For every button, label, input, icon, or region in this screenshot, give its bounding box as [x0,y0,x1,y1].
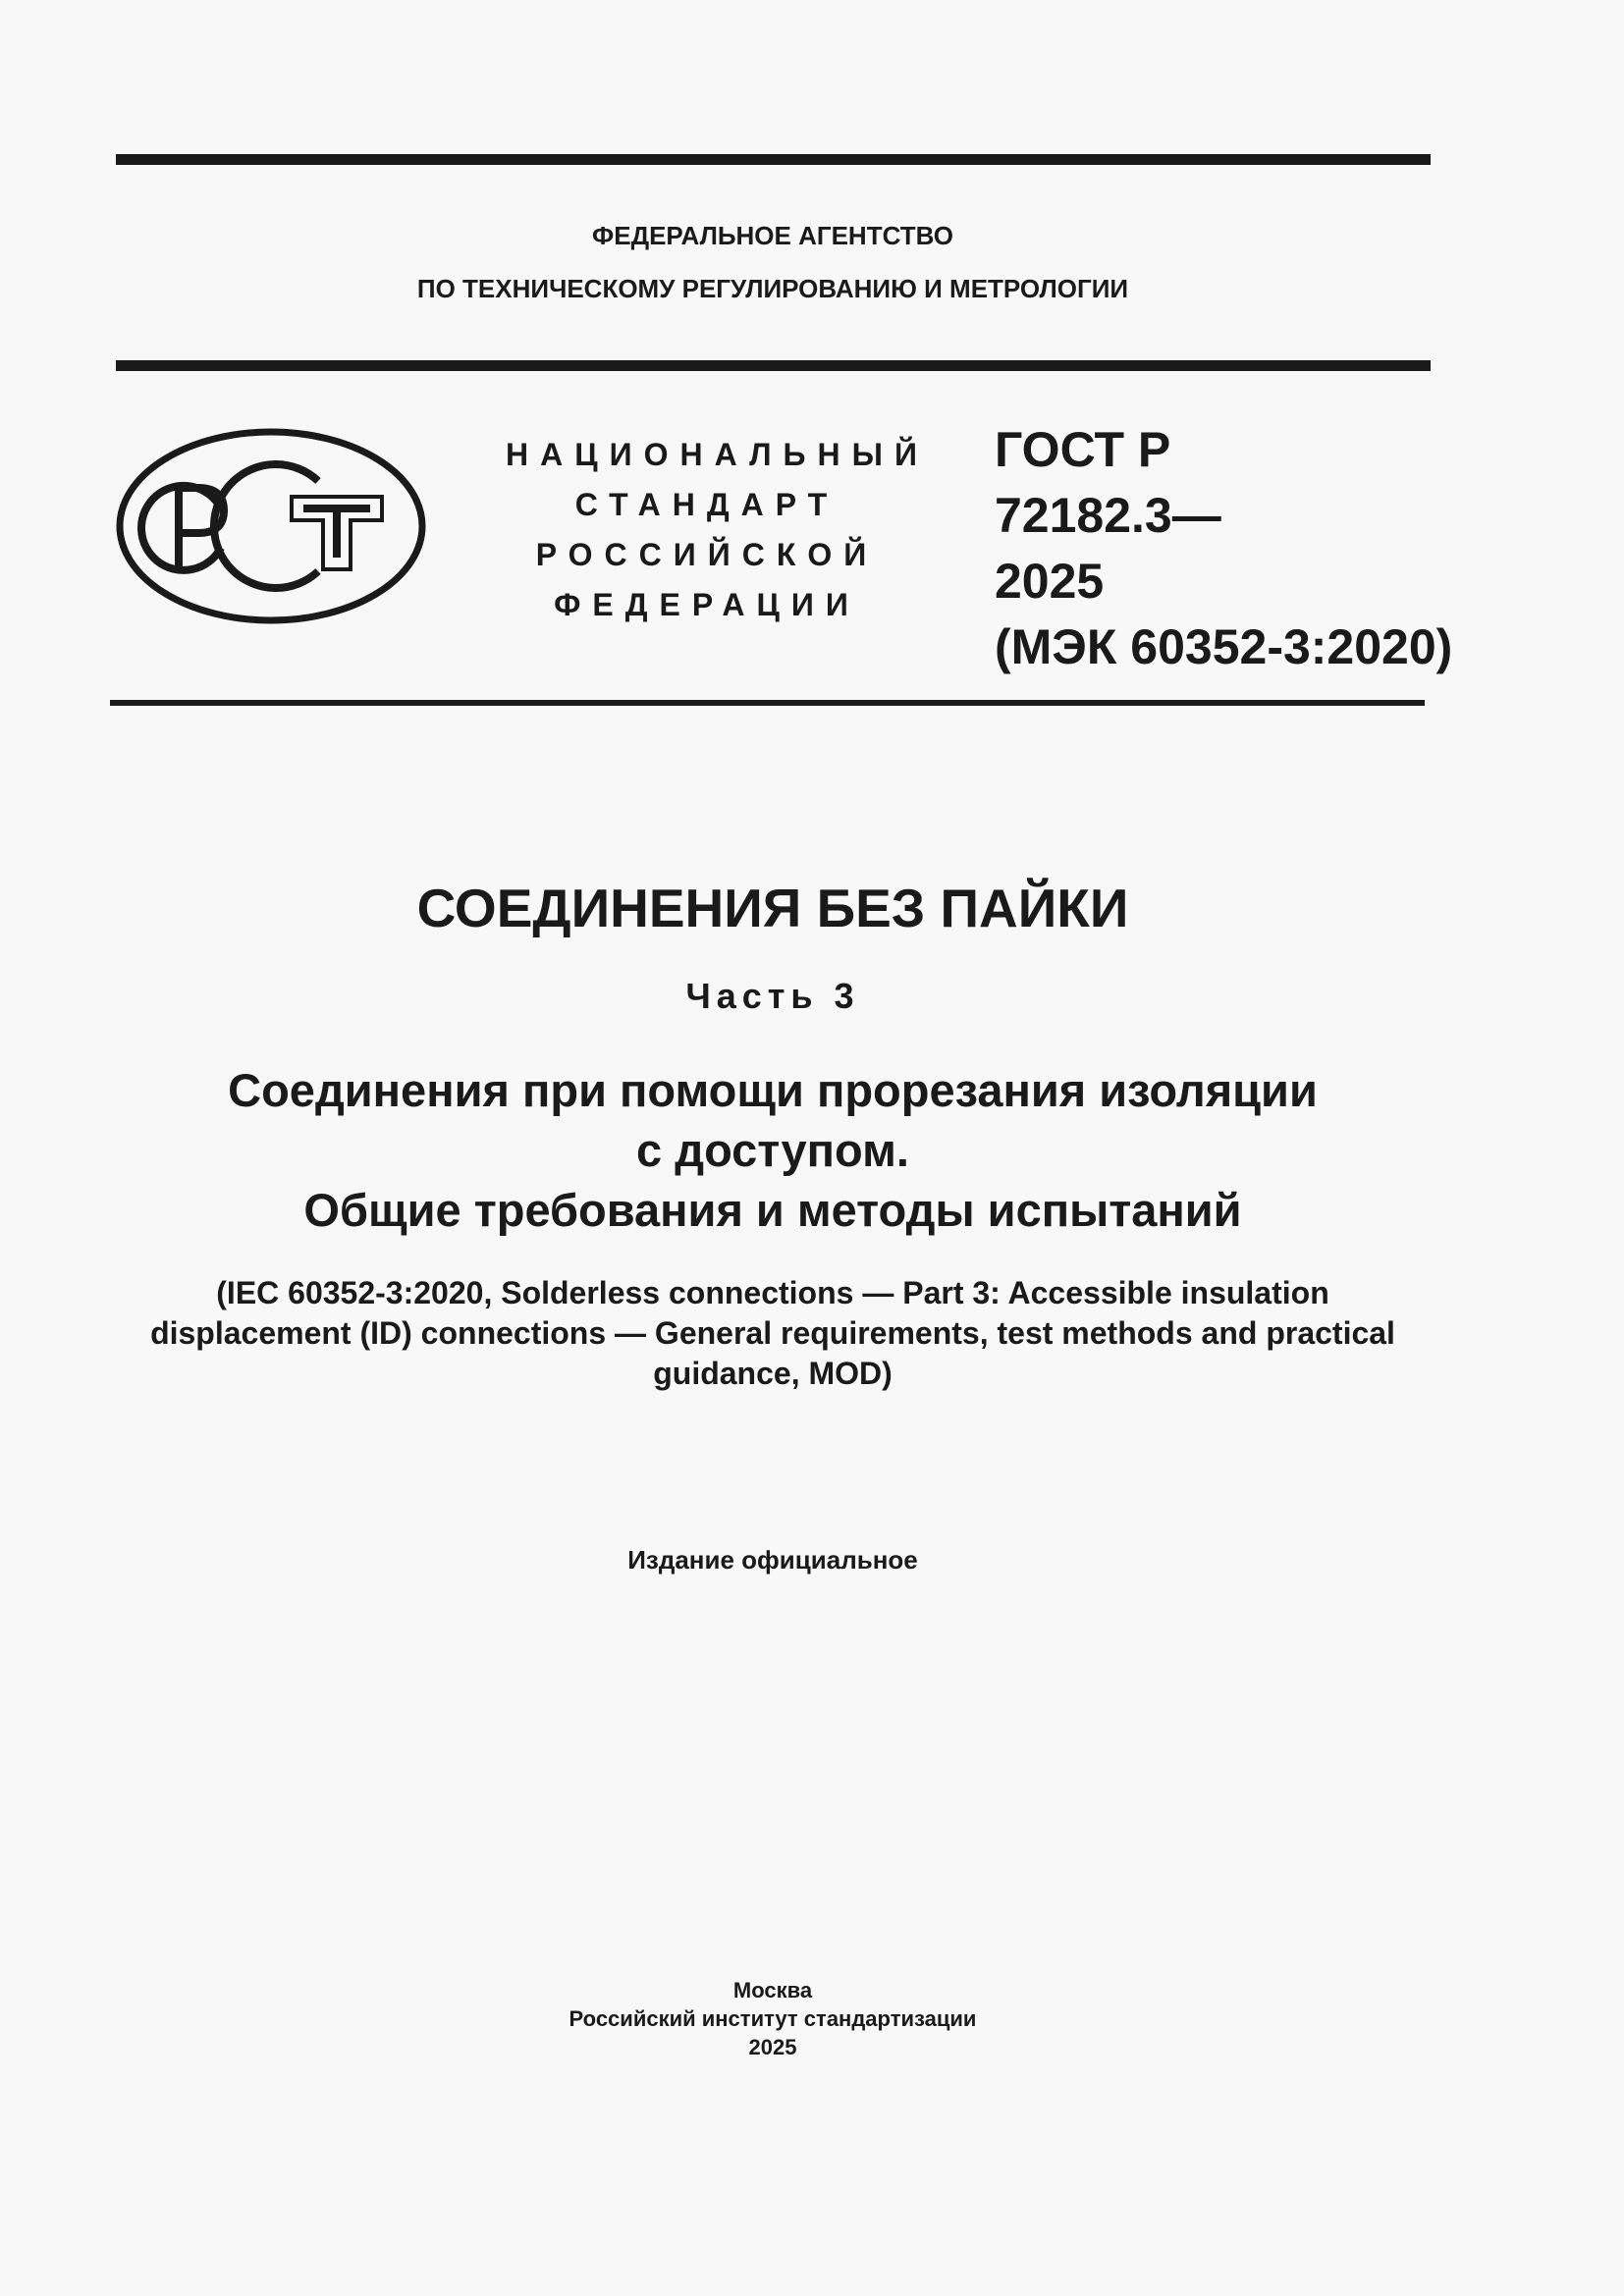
national-standard-line-2: СТАНДАРТ [574,487,839,522]
imprint-publisher: Российский институт стандартизации [568,2006,977,2031]
agency-block [0,209,1545,315]
top-rule [116,154,1431,165]
international-line-3: guidance, MOD) [653,1356,893,1391]
imprint-city: Москва [732,1978,813,2002]
document-subtitle [0,1060,1545,1240]
designation-line-3: 2025 [995,554,1105,609]
international-line-2: displacement (ID) connections — General requirements, test methods and practical [150,1315,1395,1351]
rst-conformity-mark-icon [114,426,428,626]
national-standard-line-3: РОССИЙСКОЙ [535,537,879,572]
subtitle-line-1: Соединения при помощи прорезания изоляции [228,1064,1318,1116]
national-standard-line-4: ФЕДЕРАЦИИ [554,587,860,622]
international-line-1: (IEC 60352-3:2020, Solderless connections — Part 3: Accessible insulation [216,1275,1329,1310]
imprint-block [0,1976,1545,2061]
designation-line-1: ГОСТ Р [995,422,1171,477]
agency-line-1: ФЕДЕРАЛЬНОЕ АГЕНТСТВО [592,221,953,250]
agency-bottom-rule [116,360,1431,371]
edition-label: Издание официальное [627,1545,918,1575]
designation-line-4: (МЭК 60352-3:2020) [995,619,1453,674]
header-bottom-rule [110,700,1425,706]
subtitle-line-2: с доступом. [636,1124,909,1176]
international-standard-reference [0,1273,1545,1394]
document-title: СОЕДИНЕНИЯ БЕЗ ПАЙКИ [416,878,1129,938]
standard-designation [995,417,1452,680]
designation-line-2: 72182.3— [995,488,1221,543]
part-number: Часть 3 [685,976,860,1016]
national-standard-label [506,430,929,630]
agency-line-2: ПО ТЕХНИЧЕСКОМУ РЕГУЛИРОВАНИЮ И МЕТРОЛОГИИ [416,274,1129,303]
imprint-year: 2025 [748,2035,797,2059]
national-standard-line-1: НАЦИОНАЛЬНЫЙ [506,437,929,472]
subtitle-line-3: Общие требования и методы испытаний [303,1184,1242,1236]
